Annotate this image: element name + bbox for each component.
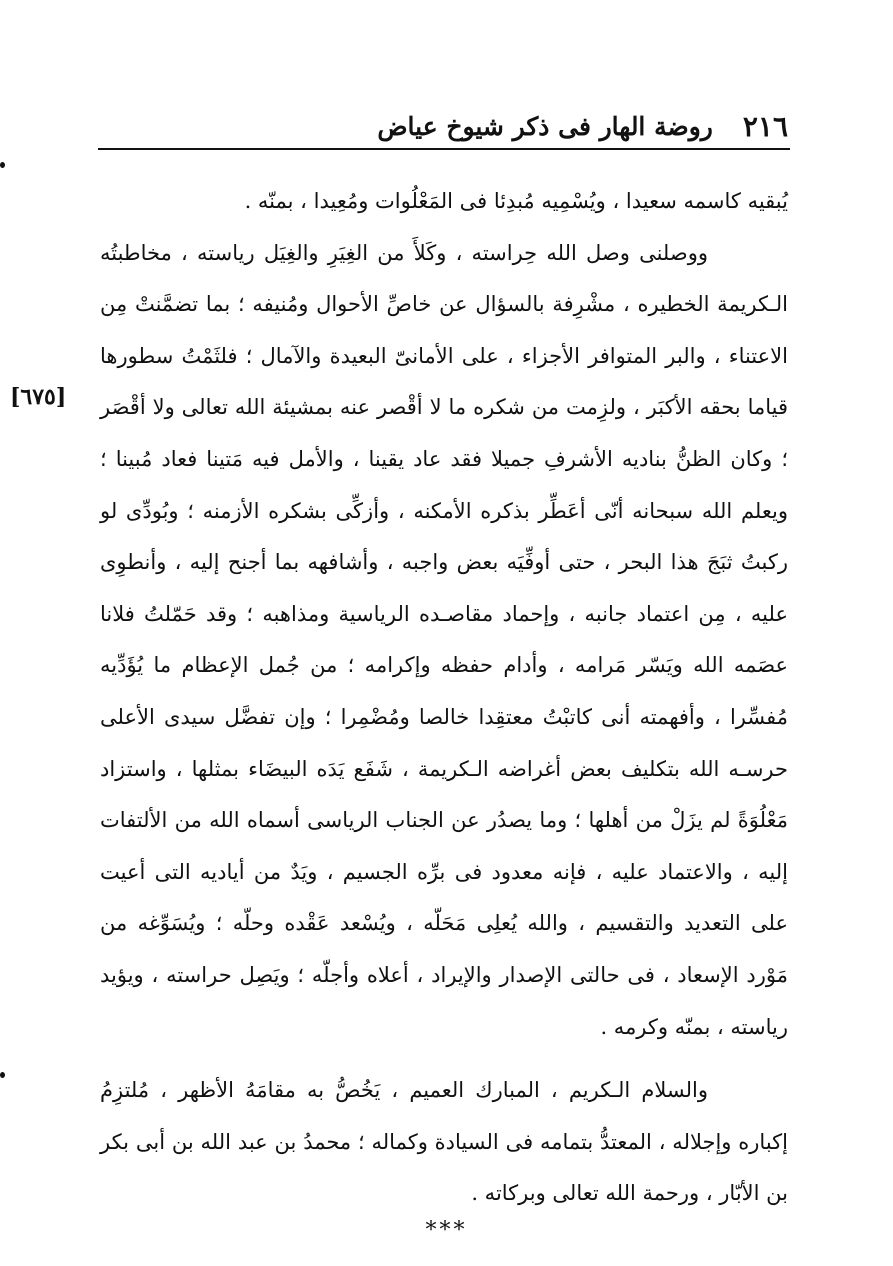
body-text [100, 176, 788, 1220]
paragraph-1: يُبقيه كاسمه سعيدا ، ويُسْمِيه مُبدِئا فى المَعْلُوات ومُعِيدا ، بمنّه . [244, 189, 788, 213]
paragraph-2: ووصلنى وصل الله حِراسته ، وكَلأَ من الغِيَرِ والغِيَل رياسته ، مخاطبتُه الـكريمة الخطيره ، مشْرِفة بالسؤال عن خاصِّ الأحوال ومُنيفه ؛ بما تضمَّنتْ مِن الاعتناء ، والبر المتوافر الأجزاء ، على الأمانىّ البعيدة والآمال ؛ فلثَمْتُ سطورها قياما بحقه الأكبَر ، ولزِمت من شكره ما لا أقْصر عنه بمشيئة الله تعالى ولا أقْصَر ؛ وكان الظنُّ بناديه الأشرفِ جميلا فقد عاد يقينا ، والأمل فيه مَتينا فعاد مُبينا ؛ ويعلم الله سبحانه أنّى أعَطِّر بذكره الأمكنه ، وأزكِّى بشكره الأزمنه ؛ وبُودِّى لو ركبتُ ثبَجَ هذا البحر ، حتى أوفِّيَه بعض واجبه ، وأشافهه بما أجنح إليه ، وأنطوِى عليه ، مِن اعتماد جانبه ، وإحماد مقاصـده الرياسية ومذاهبه ؛ وقد حَمّلتُ فلانا عصَمه الله ويَسّر مَرامه ، وأدام حفظه وإكرامه ؛ من جُمل الإعظام ما يُؤَدِّيه مُفسِّرا ، وأفهمته أنى كاتبْتُ معتقِدا خالصا ومُضْمِرا ؛ وإن تفضَّل سيدى الأعلى حرسـه الله بتكليف بعض أغراضه الـكريمة ، شَفَع يَدَه البيضَاء بمثلها ، واستزاد مَعْلُوَةً لم يزَلْ من أهلها ؛ وما يصدُر عن الجناب الرياسى أسماه الله من الألتفات إليه ، والاعتماد عليه ، فإنه معدود فى برِّه الجسيم ، ويَدٌ من أياديه التى أعيت على التعديد والتقسيم ، والله يُعلِى مَحَلّه ، ويُسْعد عَقْده وحلّه ؛ ويُسَوِّغه من مَوْرد الإسعاد ، فى حالتى الإصدار والإيراد ، أعلاه وأجلّه ؛ ويَصِل حراسته ، ويؤيد رياسته ، بمنّه وكرمه . [100, 240, 788, 1039]
margin-reference: [٦٧٥] [10, 384, 67, 410]
running-title: روضة الهار فى ذكر شيوخ عياض [377, 111, 713, 141]
section-separator: *** [425, 1218, 468, 1243]
header-rule [98, 148, 790, 150]
scan-mark [0, 162, 5, 168]
scan-mark [0, 1072, 5, 1078]
page-header [100, 104, 788, 148]
paragraph-3: والسلام الـكريم ، المبارك العميم ، يَخُصُّ به مقامَهُ الأظهر ، مُلتزِمُ إكباره وإجلاله ، المعتدُّ بتمامه فى السيادة وكماله ؛ محمدُ بن عبد الله بن أبى بكر بن الأبّار ، ورحمة الله تعالى وبركاته . [100, 1078, 788, 1206]
page-number: ٢١٦ [742, 109, 788, 143]
